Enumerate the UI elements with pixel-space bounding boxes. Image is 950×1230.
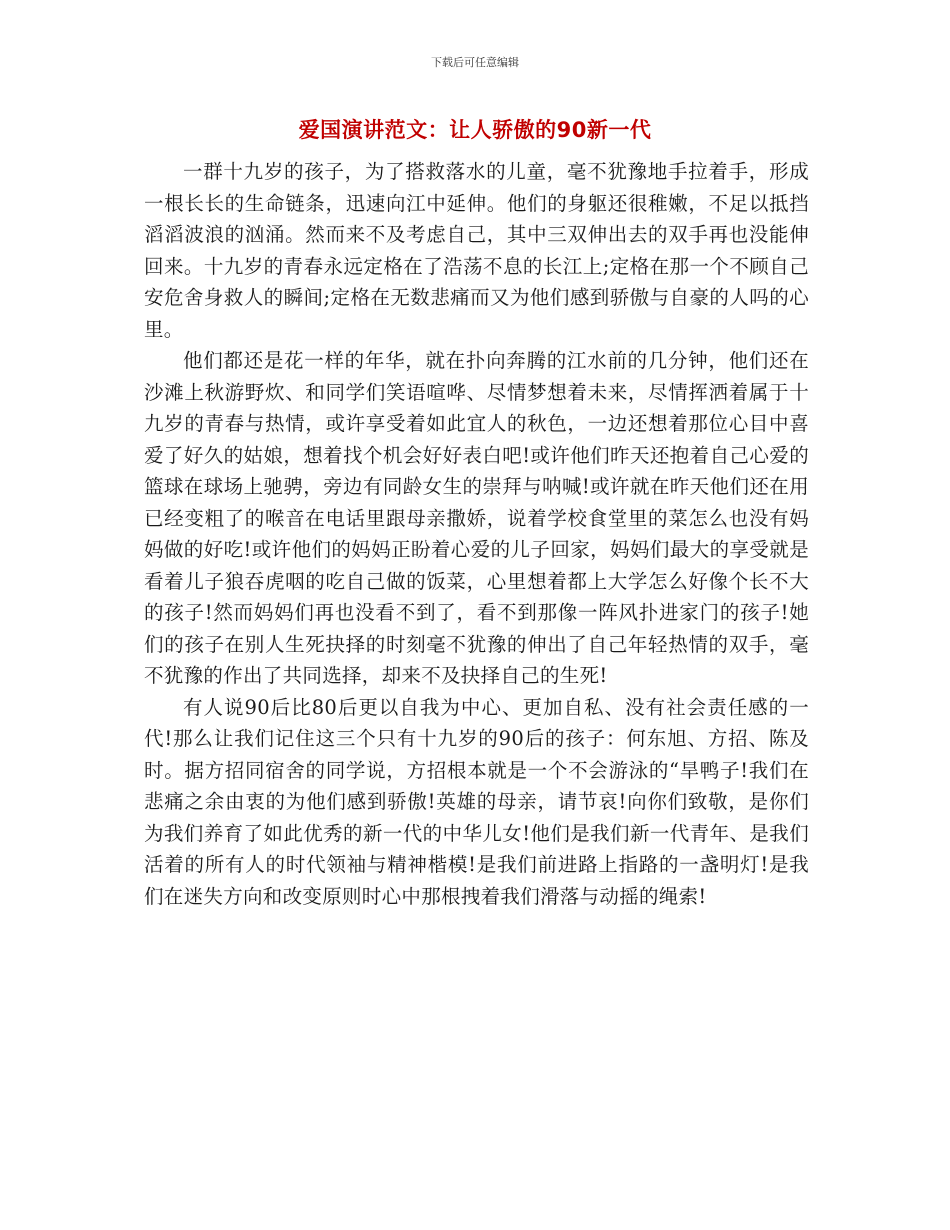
- paragraph-2: 他们都还是花一样的年华，就在扑向奔腾的江水前的几分钟，他们还在沙滩上秋游野炊、和同学们笑语喧哗、尽情梦想着未来，尽情挥洒着属于十九岁的青春与热情，或许享受着如此宜人的秋色，一边还想着那位心目中喜爱了好久的姑娘，想着找个机会好好表白吧!或许他们昨天还抱着自己心爱的篮球在球场上驰骋，旁边有同龄女生的崇拜与呐喊!或许就在昨天他们还在用已经变粗了的喉音在电话里跟母亲撒娇，说着学校食堂里的菜怎么也没有妈妈做的好吃!或许他们的妈妈正盼着心爱的儿子回家，妈妈们最大的享受就是看着儿子狼吞虎咽的吃自己做的饭菜，心里想着都上大学怎么好像个长不大的孩子!然而妈妈们再也没看不到了，看不到那像一阵风扑进家门的孩子!她们的孩子在别人生死抉择的时刻毫不犹豫的伸出了自己年轻热情的双手，毫不犹豫的作出了共同选择，却来不及抉择自己的生死!: [144, 349, 809, 687]
- document-title: 爱国演讲范文：让人骄傲的90新一代: [298, 118, 652, 142]
- header-note: 下载后可任意编辑: [431, 56, 519, 69]
- document-body: [144, 156, 809, 912]
- paragraph-1: 一群十九岁的孩子，为了搭救落水的儿童，毫不犹豫地手拉着手，形成一根长长的生命链条，迅速向江中延伸。他们的身躯还很稚嫩，不足以抵挡滔滔波浪的汹涌。然而来不及考虑自己，其中三双伸出去的双手再也没能伸回来。十九岁的青春永远定格在了浩荡不息的长江上;定格在那一个不顾自己安危舍身救人的瞬间;定格在无数悲痛而又为他们感到骄傲与自豪的人吗的心里。: [144, 160, 809, 341]
- paragraph-3: 有人说90后比80后更以自我为中心、更加自私、没有社会责任感的一代!那么让我们记住这三个只有十九岁的90后的孩子：何东旭、方招、陈及时。据方招同宿舍的同学说，方招根本就是一个不会游泳的“旱鸭子!我们在悲痛之余由衷的为他们感到骄傲!英雄的母亲，请节哀!向你们致敬，是你们为我们养育了如此优秀的新一代的中华儿女!他们是我们新一代青年、是我们活着的所有人的时代领袖与精神楷模!是我们前进路上指路的一盏明灯!是我们在迷失方向和改变原则时心中那根拽着我们滑落与动摇的绳索!: [144, 695, 809, 908]
